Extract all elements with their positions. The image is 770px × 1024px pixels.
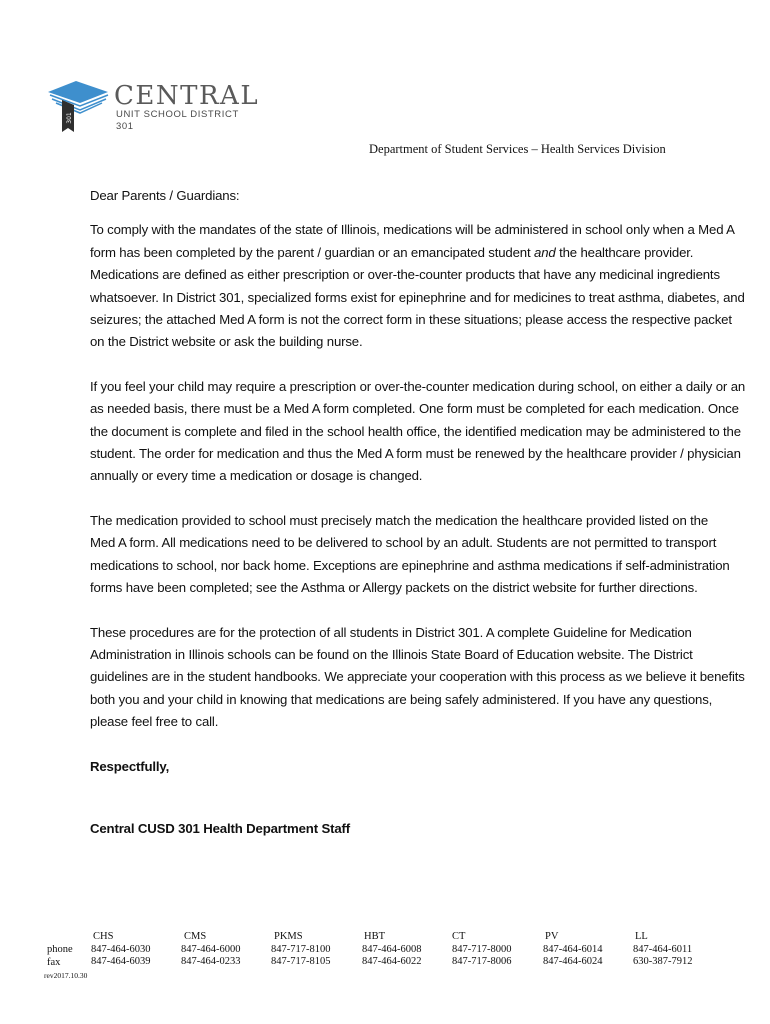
school-fax: 847-717-8006 <box>452 956 512 967</box>
school-column-pv <box>543 931 603 969</box>
paragraph-line: medications to school, nor back home. Exceptions are epinephrine and asthma medications if self-administration <box>90 557 730 573</box>
phone-label: phone <box>47 944 73 955</box>
school-column-pkms <box>271 931 331 969</box>
paragraph-line: Medications are defined as either prescription or over-the-counter products that have any medicinal ingredients <box>90 267 720 283</box>
school-phone: 847-464-6011 <box>633 943 693 955</box>
paragraph-1 <box>90 219 745 353</box>
school-name: CHS <box>93 931 114 942</box>
school-fax: 847-464-6024 <box>543 956 603 967</box>
paragraph-line: whatsoever. In District 301, specialized forms exist for epinephrine and for medicines to treat asthma, diabetes, and <box>90 289 745 305</box>
emphasis-and: and <box>534 244 556 260</box>
school-name: HBT <box>364 931 385 942</box>
paragraph-line: the document is complete and filed in the school health office, the identified medication may be administered to the <box>90 423 741 439</box>
contacts-table <box>0 931 770 991</box>
paragraph-line: To comply with the mandates of the state of Illinois, medications will be administered in school only when a Med A <box>90 222 735 238</box>
school-phone: 847-464-6000 <box>181 943 241 955</box>
paragraph-line: please feel free to call. <box>90 714 219 730</box>
letter-body <box>90 185 746 840</box>
school-name: PV <box>545 931 559 942</box>
graduation-cap-icon <box>46 78 114 138</box>
school-name: CT <box>452 931 466 942</box>
cap-board <box>48 81 108 103</box>
school-name: CMS <box>184 931 207 942</box>
school-fax: 630-387-7912 <box>633 956 693 967</box>
paragraph-line: as needed basis, there must be a Med A form completed. One form must be completed for each medication. Once <box>90 401 739 417</box>
school-name: PKMS <box>274 931 303 942</box>
school-fax: 847-717-8105 <box>271 956 331 967</box>
school-phone: 847-717-8000 <box>452 943 512 955</box>
school-column-ct <box>452 931 512 969</box>
school-fax: 847-464-6022 <box>362 956 422 967</box>
paragraph-line: The medication provided to school must precisely match the medication the healthcare provided listed on the <box>90 512 709 528</box>
department-heading: Department of Student Services – Health Services Division <box>369 142 666 156</box>
school-fax: 847-464-0233 <box>181 956 241 967</box>
salutation: Dear Parents / Guardians: <box>90 188 240 203</box>
school-name: LL <box>635 931 648 942</box>
paragraph-line <box>90 242 730 264</box>
paragraph-line: both you and your child in knowing that medications are being safely administered. If you have any questions, <box>90 691 713 707</box>
closing: Respectfully, <box>90 758 170 774</box>
paragraph-line: seizures; the attached Med A form is not the correct form in these situations; please access the respective packet <box>90 312 732 328</box>
paragraph-line: If you feel your child may require a prescription or over-the-counter medication during school, on either a daily or an <box>90 378 746 394</box>
paragraph-4 <box>90 622 745 734</box>
revision-stamp: rev2017.10.30 <box>44 971 88 980</box>
paragraph-line: These procedures are for the protection of all students in District 301. A complete Guideline for Medication <box>90 624 692 640</box>
logo-title: CENTRAL <box>114 81 260 111</box>
school-column-ll <box>633 931 693 969</box>
school-phone: 847-464-6008 <box>362 943 422 955</box>
school-column-cms <box>181 931 241 969</box>
signature: Central CUSD 301 Health Department Staff <box>90 820 351 836</box>
district-logo <box>46 78 260 138</box>
school-phone: 847-717-8100 <box>271 943 331 955</box>
badge-number: 301 <box>66 112 73 124</box>
text-run: form has been completed by the parent / guardian or an emancipated student <box>90 244 535 260</box>
logo-subtitle: UNIT SCHOOL DISTRICT 301 <box>116 109 239 132</box>
paragraph-line: forms have been completed; see the Asthma or Allergy packets on the district website for further directions. <box>90 580 698 596</box>
school-column-chs <box>91 931 151 969</box>
school-column-hbt <box>362 931 422 969</box>
paragraph-3 <box>90 510 730 600</box>
paragraph-2 <box>90 376 746 488</box>
paragraph-line: annually or every time a medication or dosage is changed. <box>90 468 423 484</box>
paragraph-line: guidelines are in the student handbooks. We appreciate your cooperation with this process as we believe it benefits <box>90 669 745 685</box>
school-phone: 847-464-6014 <box>543 943 603 955</box>
school-fax: 847-464-6039 <box>91 956 151 967</box>
paragraph-line: on the District website or ask the building nurse. <box>90 334 363 350</box>
paragraph-line: Med A form. All medications need to be delivered to school by an adult. Students are not permitted to transport <box>90 535 717 551</box>
school-phone: 847-464-6030 <box>91 943 151 955</box>
fax-label: fax <box>47 957 61 968</box>
paragraph-line: student. The order for medication and thus the Med A form must be renewed by the healthcare provider / physician <box>90 446 741 462</box>
text-run: the healthcare provider. <box>555 244 694 260</box>
paragraph-line: Administration in Illinois schools can be found on the Illinois State Board of Education website. The District <box>90 646 693 662</box>
